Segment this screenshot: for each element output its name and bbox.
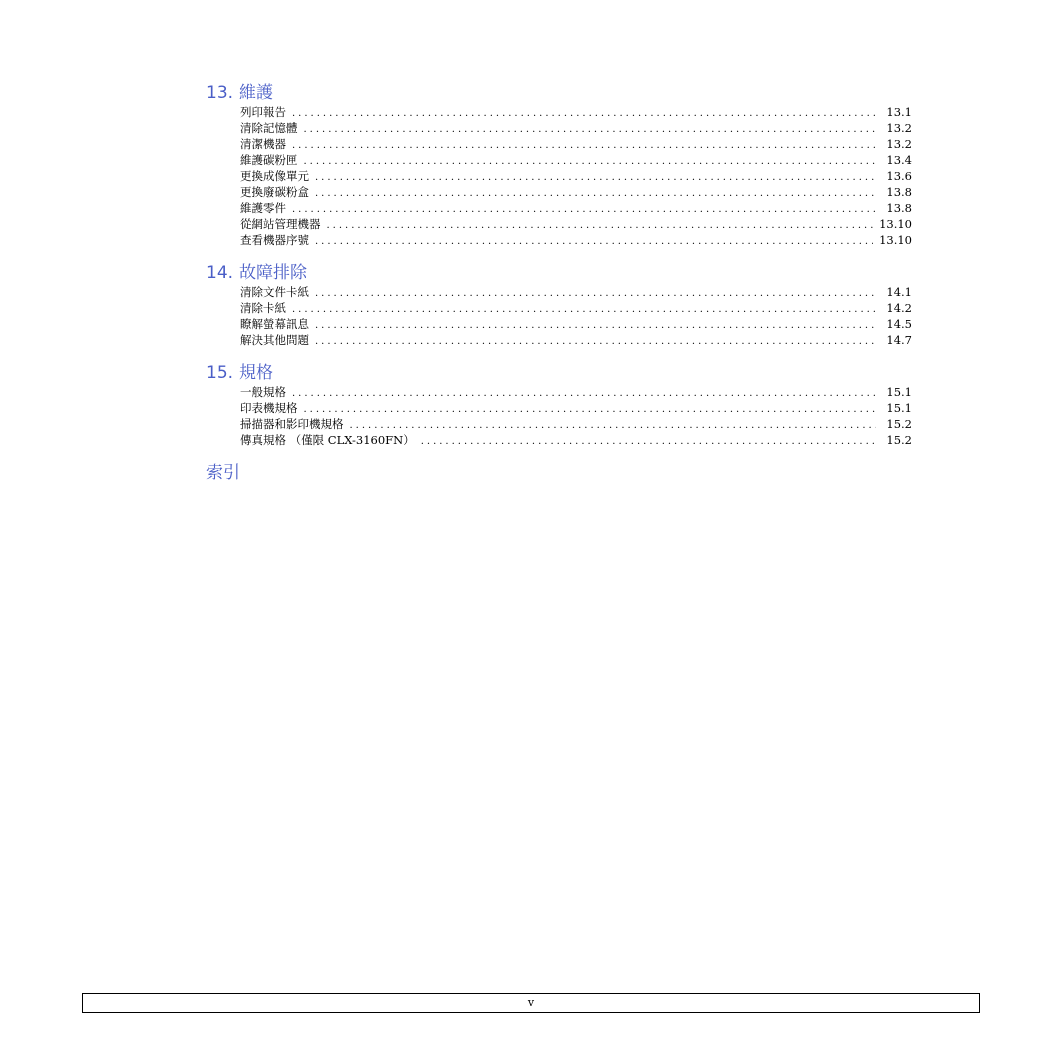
index-heading[interactable]: 索引 [206,463,240,483]
toc-entry[interactable] [240,200,912,216]
chapter-entries [206,284,912,348]
toc-entry[interactable] [240,384,912,400]
toc-entry[interactable] [240,120,912,136]
dot-leader [292,106,876,122]
toc-entry-label: 列印報告 [240,105,286,119]
toc-entry-page: 13.1 [886,105,912,119]
chapter-number: 13. [206,83,234,103]
toc-entry-label: 清除文件卡紙 [240,285,309,299]
page-footer [82,993,980,1013]
toc-entry[interactable] [240,184,912,200]
toc-entry-page: 15.1 [886,385,912,399]
toc-entry-page: 13.2 [886,121,912,135]
toc-entry[interactable] [240,168,912,184]
toc-entry[interactable] [240,300,912,316]
toc-entry-label: 掃描器和影印機規格 [240,417,344,431]
toc-entry[interactable] [240,284,912,300]
toc-entry-label: 傳真規格 （僅限 CLX-3160FN） [240,433,415,447]
page-number: v [527,996,535,1009]
toc-entry-page: 15.1 [886,401,912,415]
toc-entry[interactable] [240,216,912,232]
chapter-number: 14. [206,263,234,283]
dot-leader [315,318,876,334]
dot-leader [304,154,877,170]
dot-leader [292,386,876,402]
toc-entry-page: 15.2 [886,417,912,431]
toc-entry-page: 14.5 [886,317,912,331]
toc-entry-label: 一般規格 [240,385,286,399]
toc-entry-page: 13.10 [879,217,912,231]
toc-entry-page: 13.10 [879,233,912,247]
toc-entry[interactable] [240,400,912,416]
toc-entry-label: 清潔機器 [240,137,286,151]
chapter-heading[interactable] [206,362,912,384]
toc-entry-page: 14.1 [886,285,912,299]
dot-leader [315,186,876,202]
toc-entry[interactable] [240,432,912,448]
toc-entry[interactable] [240,232,912,248]
chapter-entries [206,384,912,448]
chapter-13 [206,82,912,248]
toc-entry[interactable] [240,104,912,120]
toc-entry-page: 13.6 [886,169,912,183]
dot-leader [327,218,874,234]
chapter-14 [206,262,912,348]
toc-entry-page: 13.4 [886,153,912,167]
toc-entry-page: 14.2 [886,301,912,315]
toc-entry-page: 14.7 [886,333,912,347]
toc-entry[interactable] [240,316,912,332]
toc-entry-label: 解決其他問題 [240,333,309,347]
dot-leader [315,170,876,186]
toc-entry[interactable] [240,152,912,168]
dot-leader [315,334,876,350]
toc-entry-label: 維護零件 [240,201,286,215]
toc-entry-page: 13.8 [886,201,912,215]
chapter-heading[interactable] [206,82,912,104]
toc-entry-page: 15.2 [886,433,912,447]
toc-entry-label: 從網站管理機器 [240,217,321,231]
toc-entry[interactable] [240,332,912,348]
chapter-title: 故障排除 [239,263,308,283]
toc-entry-page: 13.8 [886,185,912,199]
dot-leader [292,302,876,318]
toc-entry-label: 查看機器序號 [240,233,309,247]
toc-entry-label: 更換成像單元 [240,169,309,183]
chapter-entries [206,104,912,248]
toc-entry[interactable] [240,136,912,152]
toc-entry-label: 瞭解螢幕訊息 [240,317,309,331]
toc-entry-page: 13.2 [886,137,912,151]
chapter-title: 規格 [239,363,274,383]
chapter-title: 維護 [239,83,274,103]
toc-entry-label: 印表機規格 [240,401,298,415]
dot-leader [315,286,876,302]
toc-entry[interactable] [240,416,912,432]
dot-leader [292,138,876,154]
chapter-heading[interactable] [206,262,912,284]
toc-entry-label: 維護碳粉匣 [240,153,298,167]
toc-entry-label: 更換廢碳粉盒 [240,185,309,199]
dot-leader [350,418,877,434]
dot-leader [304,402,877,418]
chapter-number: 15. [206,363,234,383]
toc-entry-label: 清除記憶體 [240,121,298,135]
dot-leader [292,202,876,218]
toc-entry-label: 清除卡紙 [240,301,286,315]
index-section [206,462,912,484]
dot-leader [304,122,877,138]
dot-leader [315,234,873,250]
chapter-15 [206,362,912,448]
table-of-contents [206,82,912,498]
dot-leader [421,434,876,450]
